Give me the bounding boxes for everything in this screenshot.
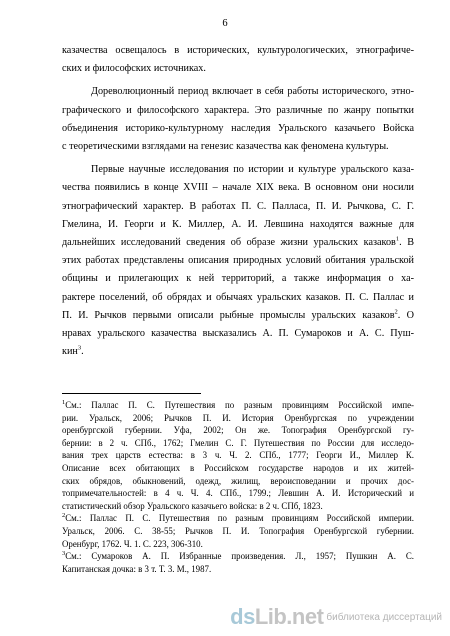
text-line: этнографический характер. В работах П. С. Палласа, П. И. Рычкова, С. Г. (62, 200, 414, 212)
text-line: ских и философских источниках. (62, 63, 206, 75)
footnote-ref-1: 1 (395, 235, 400, 243)
footnotes (62, 399, 414, 575)
watermark-logo-ds: ds (230, 604, 255, 629)
text-fragment: . О (397, 309, 415, 321)
footnote-text: См.: Паллас П. С. Путешествия по разным провинциям Российской импе- (65, 400, 414, 410)
watermark-subtitle: библиотека диссертаций (326, 611, 442, 623)
text-line: рактере поселений, об обрядах и обычаях уральских казаков. П. С. Паллас и (62, 291, 414, 303)
footnote-1-line: бернии: в 2 ч. СПб., 1762; Гмелин С. Г. Путешествия по России для исследо- (62, 437, 414, 448)
text-line: нравах уральского казачества высказались А. П. Сумароков и А. С. Пуш- (62, 328, 414, 340)
footnote-marker-2: 2 (62, 512, 66, 520)
watermark-logo (230, 604, 323, 630)
footnote-text: См.: Паллас П. С. Путешествия по разным провинциям Российской империи. (65, 513, 414, 524)
text-fragment: . (81, 346, 84, 358)
watermark (230, 604, 442, 630)
footnote-divider (62, 393, 201, 394)
text-line: с теоретическими взглядами на генезис казачества как феномена культуры. (62, 141, 389, 153)
footnote-2-line: Оренбург, 1762. Ч. 1. С. 223, 306-310. (62, 538, 203, 549)
footnote-1-line: топримечательностей: в 4 ч. Ч. 4. СПб., 1799.; Левшин А. И. Исторический и (62, 488, 414, 499)
page-number: 6 (222, 18, 228, 29)
text-fragment: . В (399, 237, 415, 249)
footnote-1-line (62, 399, 414, 412)
footnote-2-line: Уральск, 2006. С. 38-55; Рычков П. И. Топография Оренбургской губернии. (62, 525, 414, 536)
text-line-with-footnote (62, 234, 414, 252)
footnote-1-line: рии. Уральск, 2006; Рычков П. И. История Оренбургская по учреждении (62, 412, 414, 423)
text-line: Первые научные исследования по истории и культуре уральского каза- (91, 164, 414, 176)
text-line: чества появились в конце XVIII – начале XIX века. В основном они носили (62, 182, 414, 194)
footnote-text: См.: Сумароков А. П. Избранные произведения. Л., 1957; Пушкин А. С. (65, 551, 414, 562)
footnote-marker-3: 3 (62, 550, 66, 558)
footnote-3-line (62, 550, 414, 563)
text-line: этих работах представлены описания природных условий обитания уральской (62, 255, 414, 267)
text-line-with-footnote (62, 307, 414, 325)
footnote-1-line: оренбургской губернии. Уфа, 2002; Он же. Топография Оренбургской гу- (62, 425, 414, 436)
text-line: общины и прилегающих к ней территорий, а также информация о ха- (62, 273, 414, 285)
footnote-1-line: статистический обзор Уральского казачьего войска: в 2 ч. СПб, 1823. (62, 500, 323, 511)
footnote-ref-3: 3 (77, 344, 82, 352)
footnote-marker-1: 1 (62, 399, 66, 407)
text-line: объединения историко-культурному наследия Уральского казачьего Войска (62, 122, 414, 134)
text-line-with-footnote (62, 343, 414, 361)
text-fragment: кин (62, 346, 78, 358)
text-fragment: П. И. Рычков первыми описали рыбные промыслы уральских казаков (62, 309, 395, 321)
text-line: графического и философского характера. Это различные по жанру попытки (62, 104, 414, 116)
footnote-ref-2: 2 (394, 308, 398, 316)
text-fragment: дальнейших исследований сведения об образе жизни уральских казаков (62, 237, 396, 249)
footnote-2-line (62, 512, 414, 525)
watermark-logo-rest: Lib.net (254, 604, 324, 629)
footnote-1-line: вания трех царств естества: в 3 ч. Ч. 2. СПб., 1777; Георги И., Миллер К. (62, 450, 414, 461)
text-line: Гмелина, И. Георги и К. Миллер, А. И. Левшина находятся важные для (62, 218, 414, 230)
text-line: Дореволюционный период включает в себя работы исторического, этно- (91, 86, 414, 98)
footnote-1-line: ских обрядов, обыкновений, одежд, жилищ, вероисповедании и прочих дос- (62, 475, 414, 486)
text-line: казачества освещалось в исторических, культурологических, этнографиче- (62, 45, 414, 56)
footnote-3-line: Капитанская дочка: в 3 т. Т. 3. М., 1987. (62, 563, 212, 574)
footnote-1-line: Описание всех обитающих в Российском государстве народов и их житей- (62, 462, 414, 473)
body-text (62, 42, 414, 361)
